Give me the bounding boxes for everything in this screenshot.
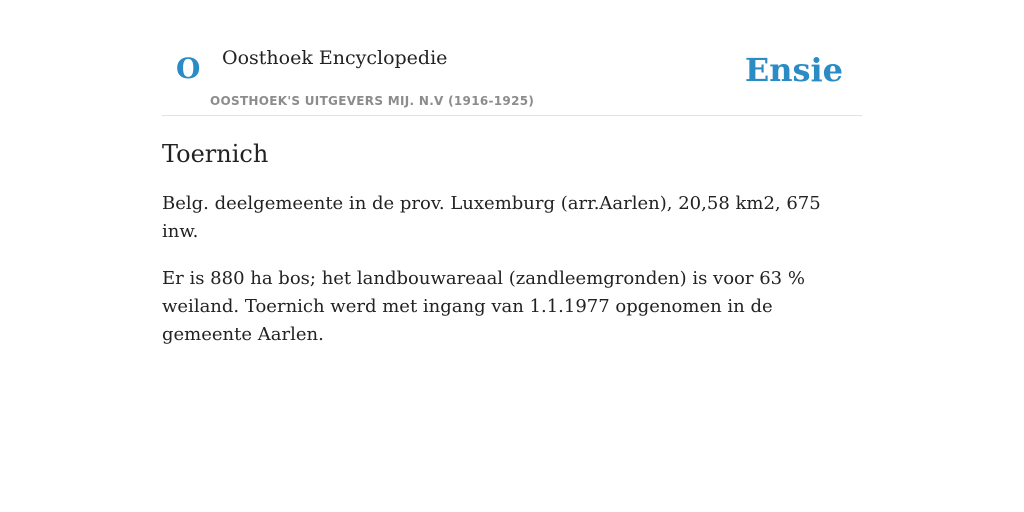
article: [162, 138, 862, 368]
site-title-link[interactable]: Oosthoek Encyclopedie: [222, 47, 448, 69]
logo-letter-link[interactable]: O: [176, 52, 201, 85]
ensie-brand-link[interactable]: Ensie: [744, 51, 843, 89]
publisher-subtitle: OOSTHOEK'S UITGEVERS MIJ. N.V (1916-1925): [210, 94, 535, 108]
article-paragraph: Er is 880 ha bos; het landbouwareaal (zandleemgronden) is voor 63 % weiland. Toernich werd met ingang van 1.1.1977 opgenomen in de gemeente Aarlen.: [162, 268, 805, 345]
article-title: Toernich: [162, 140, 269, 168]
article-paragraph: Belg. deelgemeente in de prov. Luxemburg (arr.Aarlen), 20,58 km2, 675 inw.: [162, 193, 821, 242]
page: [162, 0, 862, 512]
site-header: [162, 0, 862, 116]
